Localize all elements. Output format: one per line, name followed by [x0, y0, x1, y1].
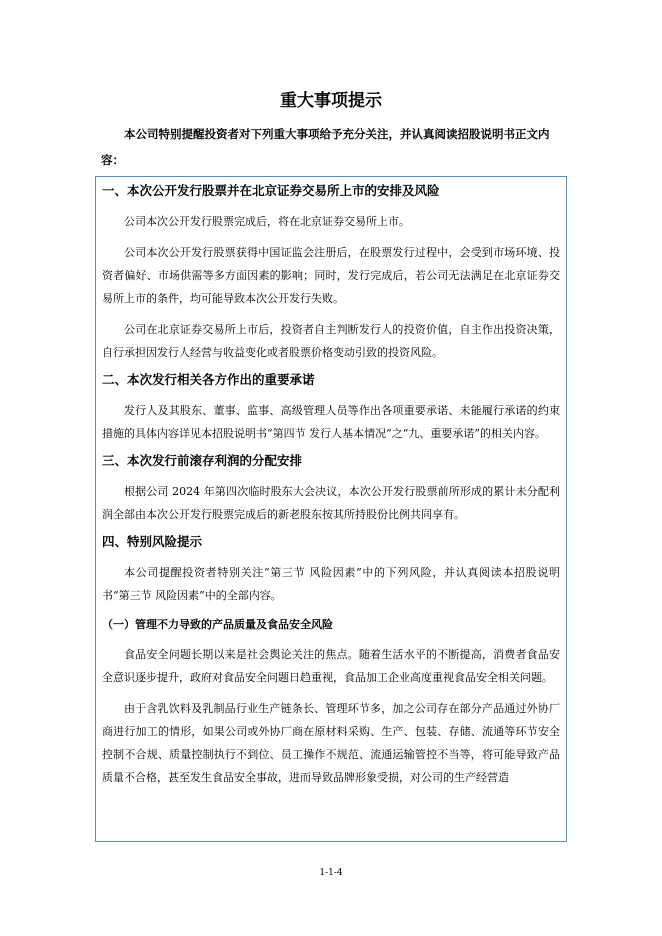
section-heading-3: 三、本次发行前滚存利润的分配安排: [102, 453, 303, 468]
section-1-para-3: 公司在北京证券交易所上市后，投资者自主判断发行人的投资价值，自主作出投资决策，自行承担因发行人经营与收益变化或者股票价格变动引致的投资风险。: [102, 323, 560, 359]
subsection-1-para-1: 食品安全问题长期以来是社会舆论关注的焦点。随着生活水平的不断提高，消费者食品安全意识逐步提升，政府对食品安全问题日趋重视，食品加工企业高度重视食品安全相关问题。: [102, 648, 560, 684]
section-1-para-2: 公司本次公开发行股票获得中国证监会注册后，在股票发行过程中，会受到市场环境、投资者偏好、市场供需等多方面因素的影响；同时，发行完成后，若公司无法满足在北京证券交易所上市的条件，均可能导致本次公开发行失败。: [102, 246, 560, 305]
intro-notice: 本公司特别提醒投资者对下列重大事项给予充分关注，并认真阅读招股说明书正文内容：: [101, 127, 550, 167]
subsection-1-para-2: 由于含乳饮料及乳制品行业生产链条长、管理环节多，加之公司存在部分产品通过外协厂商进行加工的情形，如果公司或外协厂商在原材料采购、生产、包装、存储、流通等环节安全控制不合规、质量控制执行不到位、员工操作不规范、流通运输管控不当等，将可能导致产品质量不合格，甚至发生食品安全事故，进而导致品牌形象受损，对公司的生产经营造: [102, 702, 560, 784]
subsection-heading-1: （一）管理不力导致的产品质量及食品安全风险: [102, 618, 333, 631]
notice-box: [95, 176, 567, 842]
section-2-para-1: 发行人及其股东、董事、监事、高级管理人员等作出各项重要承诺、未能履行承诺的约束措施的具体内容详见本招股说明书“第四节 发行人基本情况”之“九、重要承诺”的相关内容。: [102, 404, 560, 440]
page-number: 1-1-4: [319, 868, 343, 878]
section-heading-2: 二、本次发行相关各方作出的重要承诺: [102, 372, 315, 387]
section-4-para-1: 本公司提醒投资者特别关注“第三节 风险因素”中的下列风险，并认真阅读本招股说明书“第三节 风险因素”中的全部内容。: [102, 566, 560, 602]
page-title: 重大事项提示: [280, 91, 382, 111]
section-3-para-1: 根据公司 2024 年第四次临时股东大会决议，本次公开发行股票前所形成的累计未分配利润全部由本次公开发行股票完成后的新老股东按其所持股份比例共同享有。: [102, 485, 560, 521]
section-heading-1: 一、本次公开发行股票并在北京证券交易所上市的安排及风险: [102, 183, 440, 198]
section-1-para-1: 公司本次公开发行股票完成后，将在北京证券交易所上市。: [124, 215, 410, 228]
section-heading-4: 四、特别风险提示: [102, 534, 203, 549]
